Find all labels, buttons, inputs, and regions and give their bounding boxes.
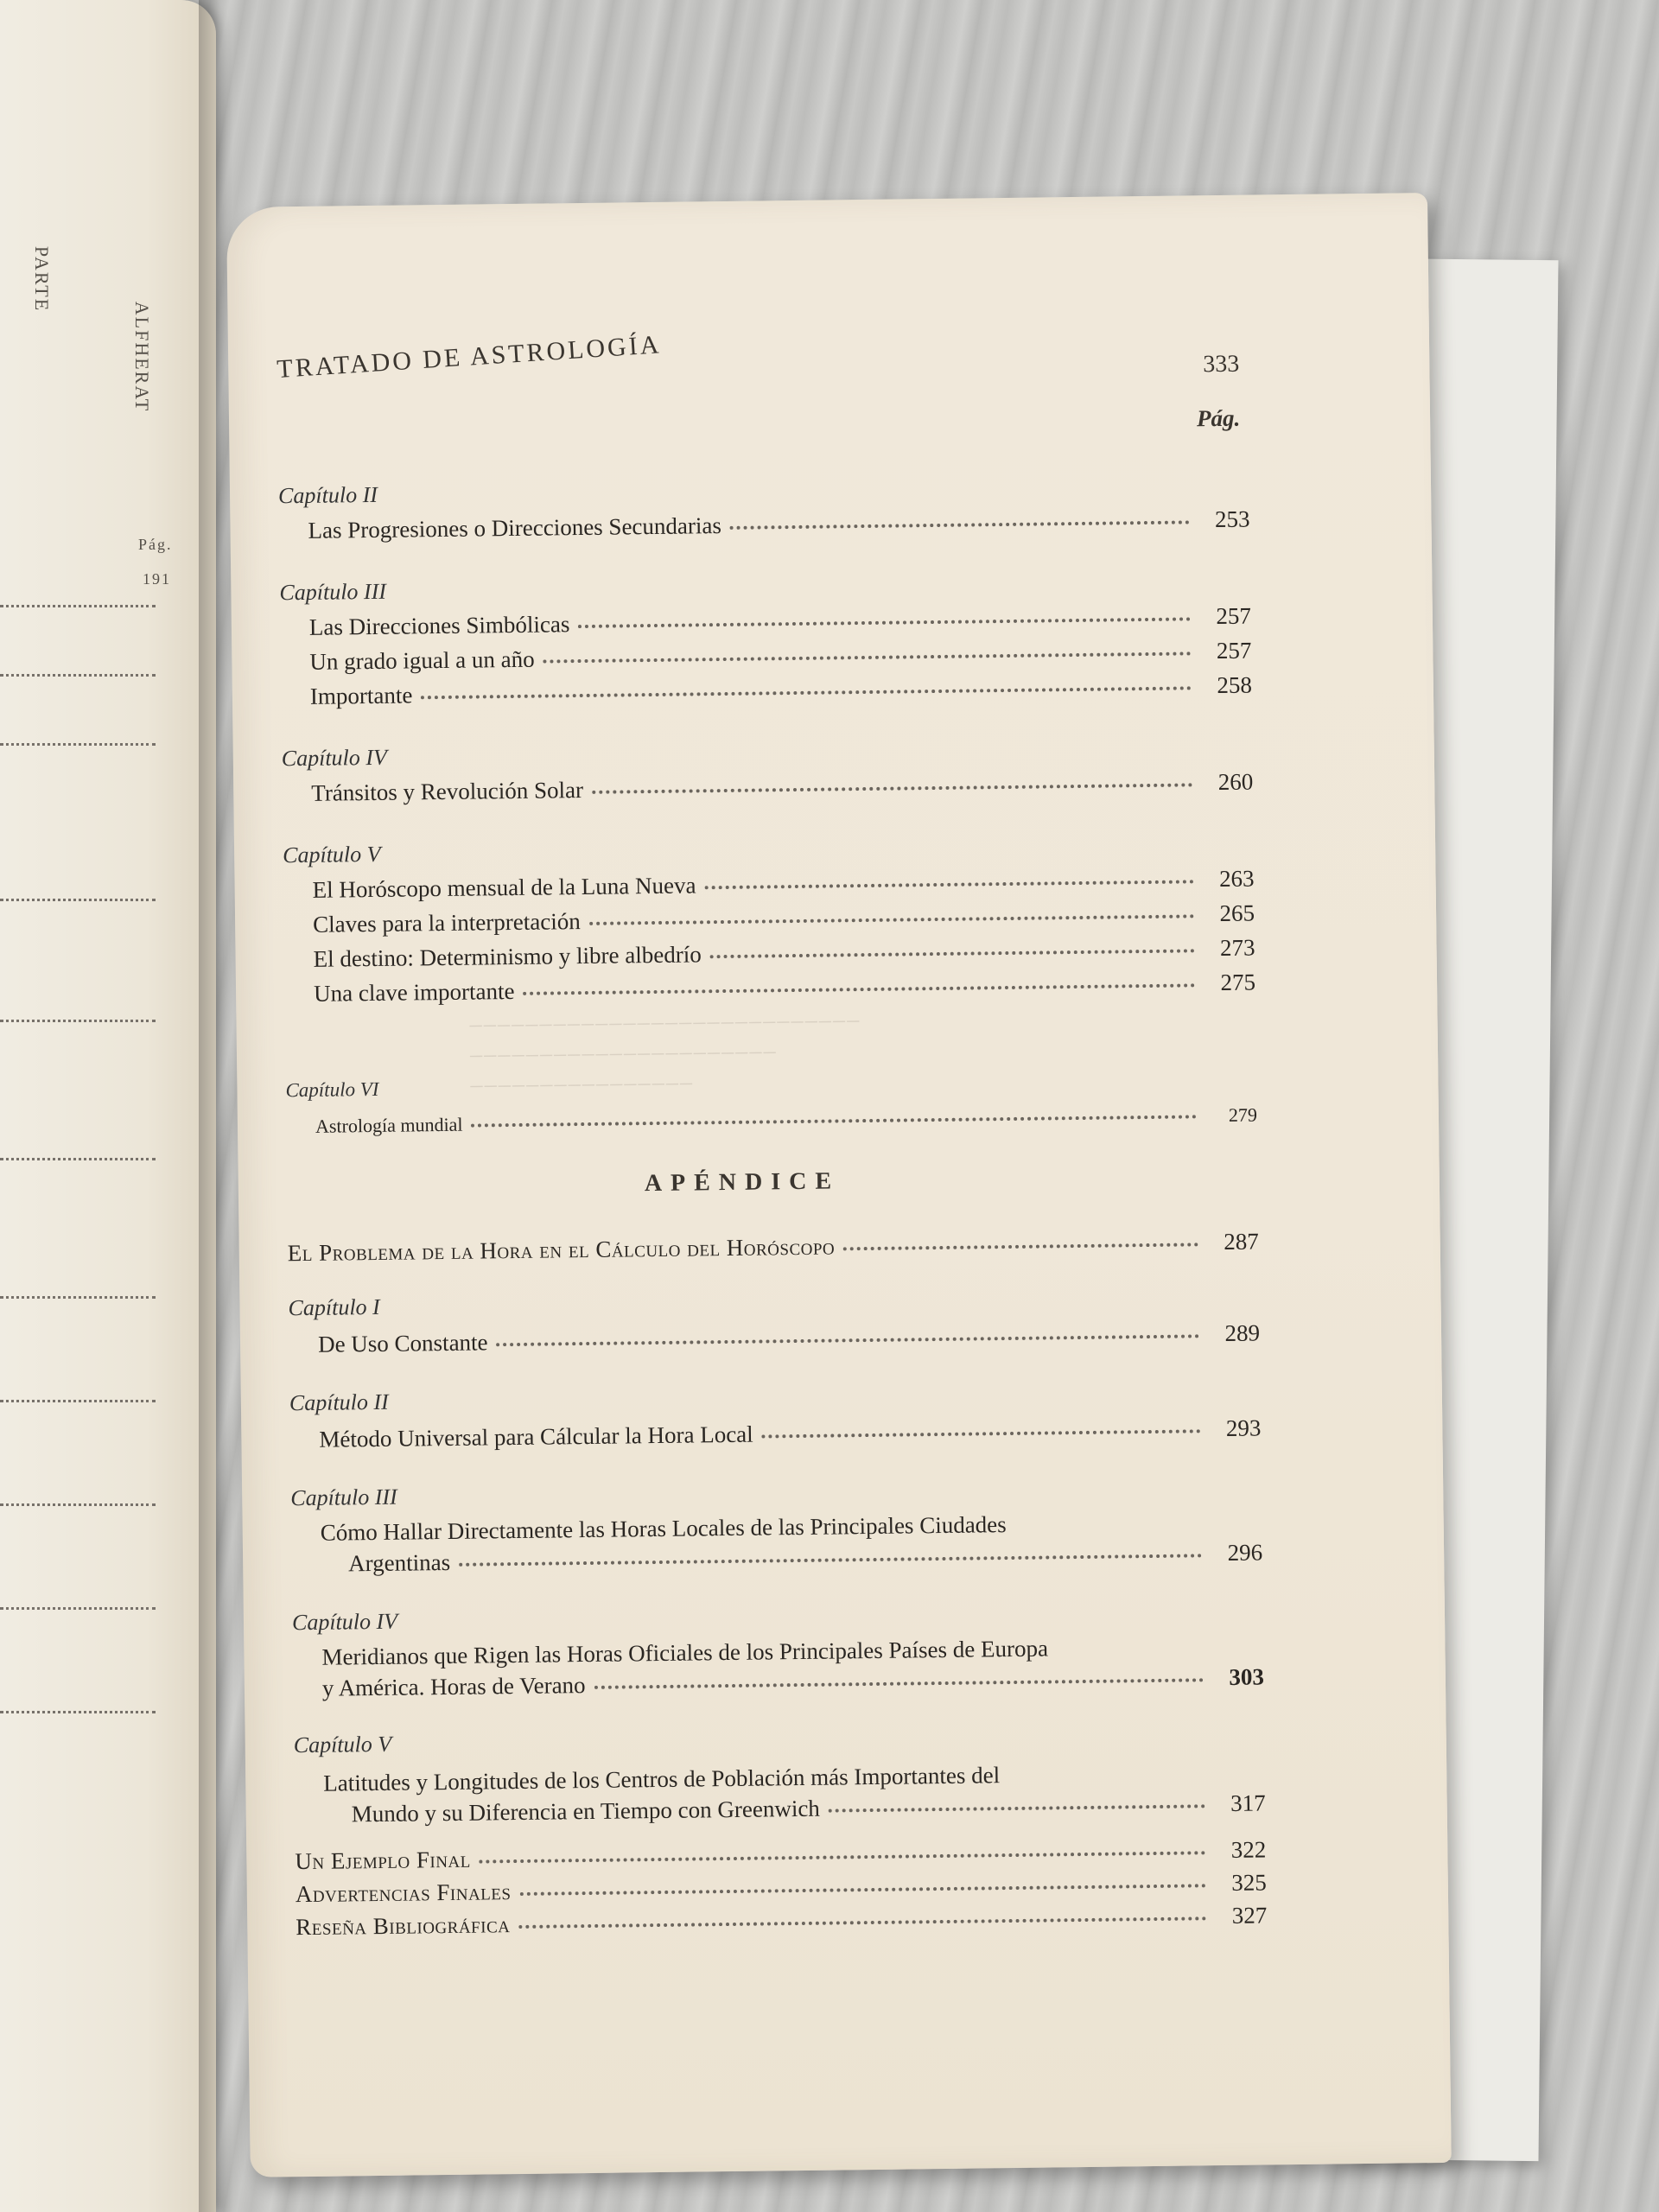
left-page-fragment: PARTE xyxy=(31,245,54,313)
toc-entry-page: 293 xyxy=(1225,1414,1262,1441)
chapter-heading: Capítulo III xyxy=(290,1484,397,1511)
toc-entry-page: 275 xyxy=(1220,969,1256,996)
toc-page xyxy=(226,193,1452,2177)
toc-entry-title: Las Direcciones Simbólicas xyxy=(308,611,570,640)
leader-dots xyxy=(0,1296,156,1300)
leader-dots xyxy=(518,1916,1206,1929)
leader-dots xyxy=(0,743,156,747)
toc-entry-title: De Uso Constante xyxy=(317,1329,488,1357)
toc-entry-title: Un Ejemplo Final xyxy=(295,1846,471,1875)
toc-entry-title: y América. Horas de Verano xyxy=(321,1672,586,1701)
toc-entry-title: Mundo y su Diferencia en Tiempo con Greenwich xyxy=(351,1795,821,1827)
toc-entry xyxy=(288,1228,1259,1269)
pag-column-label: Pág. xyxy=(1196,404,1241,432)
chapter-heading: Capítulo V xyxy=(293,1731,392,1758)
toc-entry xyxy=(313,935,1255,976)
toc-entry-title: El Problema de la Hora en el Cálculo del Horóscopo xyxy=(287,1233,836,1267)
toc-entry-title: Astrología mundial xyxy=(315,1113,463,1137)
toc-entry-page: 257 xyxy=(1216,602,1252,630)
toc-entry-page: 260 xyxy=(1217,768,1254,796)
leader-dots xyxy=(0,674,156,678)
leader-dots xyxy=(578,617,1191,628)
toc-entry-page: 258 xyxy=(1217,671,1253,699)
leader-dots xyxy=(829,1804,1205,1812)
leader-dots xyxy=(0,1158,156,1162)
left-page-fragment: Pág. xyxy=(138,536,173,553)
toc-entry xyxy=(352,1789,1266,1830)
toc-entry xyxy=(319,1414,1261,1455)
toc-entry-page: 303 xyxy=(1229,1663,1265,1690)
toc-entry-title: El Horóscopo mensual de la Luna Nueva xyxy=(312,872,696,903)
running-head: TRATADO DE ASTROLOGÍA xyxy=(276,330,663,384)
toc-entry-page: 279 xyxy=(1228,1103,1258,1126)
toc-entry xyxy=(310,672,1252,713)
show-through-text: ────────────────────── xyxy=(469,1043,778,1066)
toc-entry-title: El destino: Determinismo y libre albedrío xyxy=(313,941,702,972)
chapter-heading: Capítulo II xyxy=(289,1389,389,1416)
leader-dots xyxy=(589,914,1194,925)
toc-entry xyxy=(322,1663,1264,1704)
chapter-heading: Capítulo VI xyxy=(285,1077,379,1102)
toc-entry xyxy=(312,866,1254,906)
toc-entry-title: Importante xyxy=(309,682,413,709)
leader-dots xyxy=(471,1115,1197,1127)
page-number: 333 xyxy=(1203,350,1240,378)
toc-entry-page: 273 xyxy=(1219,934,1255,962)
leader-dots xyxy=(592,783,1192,793)
appendix-title: APÉNDICE xyxy=(644,1167,841,1198)
chapter-heading: Capítulo II xyxy=(277,481,378,509)
leader-dots xyxy=(710,949,1195,958)
toc-entry-title: Método Universal para Cálcular la Hora Local xyxy=(319,1421,753,1452)
toc-entry-title: Un grado igual a un año xyxy=(309,645,535,675)
toc-entry xyxy=(308,506,1249,547)
show-through-text: ──────────────────────────── xyxy=(469,1012,861,1036)
toc-entry-page: 257 xyxy=(1216,637,1252,664)
toc-entry-title-line: Latitudes y Longitudes de los Centros de Población más Importantes del xyxy=(323,1762,1001,1796)
toc-entry-page: 322 xyxy=(1230,1836,1267,1863)
leader-dots xyxy=(0,1503,156,1508)
toc-entry-page: 296 xyxy=(1227,1539,1263,1566)
leader-dots xyxy=(0,1711,156,1715)
toc-entry-page: 287 xyxy=(1224,1228,1259,1255)
toc-entry-title-line: Cómo Hallar Directamente las Horas Locales de las Principales Ciudades xyxy=(320,1511,1007,1546)
toc-entry-title: Advertencias Finales xyxy=(295,1878,512,1908)
toc-entry-page: 253 xyxy=(1214,505,1250,533)
leader-dots xyxy=(762,1429,1201,1438)
leader-dots xyxy=(524,983,1196,995)
toc-entry xyxy=(311,769,1253,810)
show-through-text: ──────────────── xyxy=(470,1074,695,1096)
toc-entry-page: 289 xyxy=(1224,1319,1261,1346)
left-page-fragment: ALFHERAT xyxy=(131,301,154,413)
left-page-fragment: 191 xyxy=(143,570,171,588)
toc-entry xyxy=(315,1104,1257,1145)
toc-entry-page: 317 xyxy=(1230,1789,1266,1816)
toc-entry-page: 327 xyxy=(1231,1902,1268,1929)
leader-dots xyxy=(0,605,156,609)
toc-entry-title: Reseña Bibliográfica xyxy=(296,1911,511,1941)
toc-entry-page: 265 xyxy=(1219,899,1255,927)
toc-entry xyxy=(318,1319,1260,1360)
leader-dots xyxy=(843,1243,1198,1250)
toc-entry-page: 263 xyxy=(1218,865,1255,893)
leader-dots xyxy=(421,686,1192,699)
left-page xyxy=(0,0,216,2212)
toc-entry xyxy=(309,603,1251,644)
leader-dots xyxy=(705,880,1194,889)
leader-dots xyxy=(0,1607,156,1611)
chapter-heading: Capítulo V xyxy=(282,841,381,868)
chapter-heading: Capítulo IV xyxy=(281,744,388,772)
toc-entry xyxy=(313,900,1255,941)
toc-entry-title-line: Meridianos que Rigen las Horas Oficiales de los Principales Países de Europa xyxy=(321,1635,1049,1670)
leader-dots xyxy=(497,1334,1200,1346)
leader-dots xyxy=(459,1554,1202,1567)
toc-entry xyxy=(348,1539,1262,1580)
leader-dots xyxy=(519,1884,1205,1896)
leader-dots xyxy=(0,899,156,903)
toc-entry xyxy=(309,638,1251,678)
toc-entry-title: Argentinas xyxy=(348,1548,451,1577)
toc-entry-title: Claves para la interpretación xyxy=(312,908,581,938)
toc-entry-title: Una clave importante xyxy=(313,977,515,1007)
leader-dots xyxy=(0,1020,156,1024)
leader-dots xyxy=(594,1678,1204,1689)
toc-entry-title: Las Progresiones o Direcciones Secundarias xyxy=(308,512,722,543)
chapter-heading: Capítulo I xyxy=(288,1294,380,1321)
toc-entry xyxy=(314,969,1255,1010)
chapter-heading: Capítulo III xyxy=(279,578,387,606)
leader-dots xyxy=(480,1851,1206,1863)
toc-entry-page: 325 xyxy=(1231,1869,1267,1896)
chapter-heading: Capítulo IV xyxy=(291,1608,398,1636)
toc-entry-title: Tránsitos y Revolución Solar xyxy=(311,777,584,806)
leader-dots xyxy=(0,1400,156,1404)
leader-dots xyxy=(543,652,1192,663)
leader-dots xyxy=(730,520,1190,529)
